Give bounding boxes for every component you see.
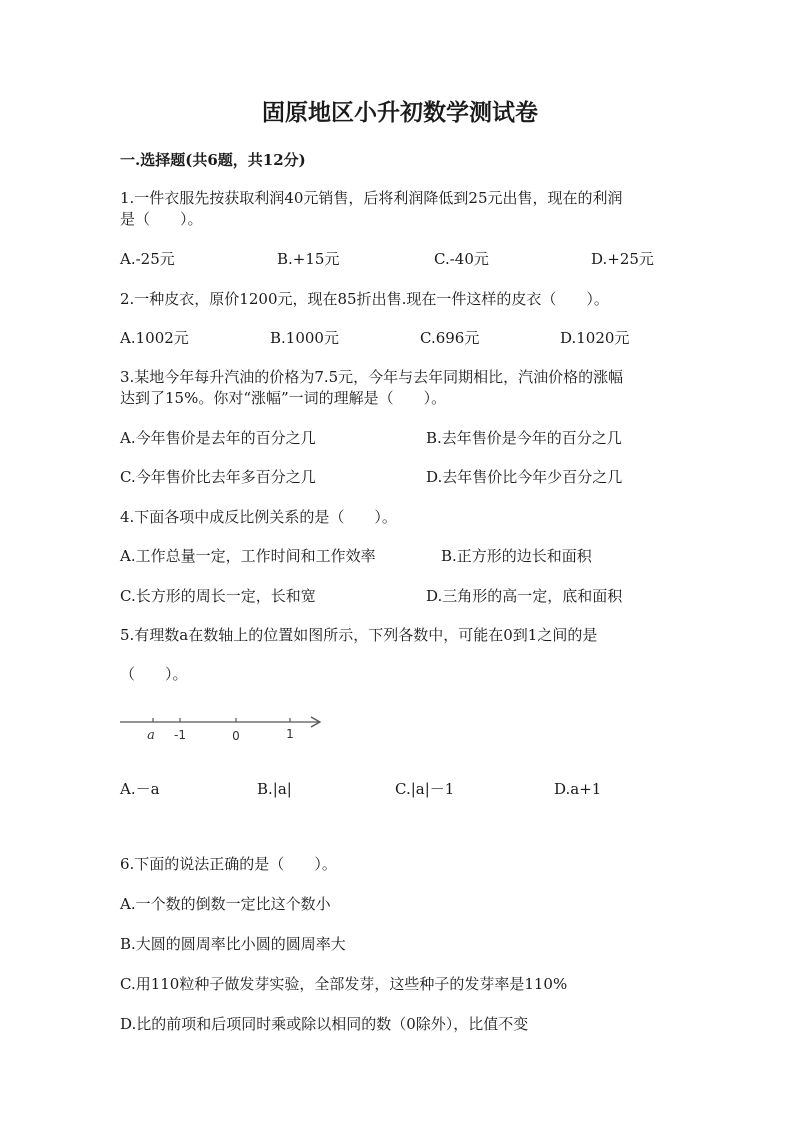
q2-option-c: C.696元 <box>420 329 480 347</box>
q6-option-a: A.一个数的倒数一定比这个数小 <box>120 895 331 913</box>
q3-option-c: C.今年售价比去年多百分之几 <box>120 468 316 486</box>
q3-option-d: D.去年售价比今年少百分之几 <box>426 468 623 486</box>
question-6-line1: 6.下面的说法正确的是（ ）。 <box>120 855 337 873</box>
question-5-line1: 5.有理数a在数轴上的位置如图所示，下列各数中，可能在0到1之间的是 <box>120 626 598 644</box>
page-title: 固原地区小升初数学测试卷 <box>262 99 538 126</box>
q5-option-c: C.|a|－1 <box>395 780 455 798</box>
q3-option-a: A.今年售价是去年的百分之几 <box>120 429 316 447</box>
q1-option-d: D.+25元 <box>591 250 654 268</box>
question-3-line1: 3.某地今年每升汽油的价格为7.5元，今年与去年同期相比，汽油价格的涨幅 <box>120 368 624 386</box>
label-a: a <box>147 728 155 743</box>
q3-option-b: B.去年售价是今年的百分之几 <box>426 429 622 447</box>
q5-option-a: A.－a <box>120 780 160 798</box>
label-0: 0 <box>232 729 240 743</box>
section-heading: 一.选择题(共6题，共12分) <box>120 151 306 169</box>
q4-option-d: D.三角形的高一定，底和面积 <box>426 587 623 605</box>
q6-option-c: C.用110粒种子做发芽实验，全部发芽，这些种子的发芽率是110% <box>120 975 568 993</box>
question-1-line1: 1.一件衣服先按获取利润40元销售，后将利润降低到25元出售，现在的利润 <box>120 189 623 207</box>
q2-option-d: D.1020元 <box>560 329 630 347</box>
q5-option-d: D.a+1 <box>554 780 602 798</box>
question-2-line1: 2.一种皮衣，原价1200元，现在85折出售.现在一件这样的皮衣（ ）。 <box>120 290 609 308</box>
question-1-line2: 是（ ）。 <box>120 210 203 228</box>
q1-option-a: A.-25元 <box>120 250 175 268</box>
q4-option-a: A.工作总量一定，工作时间和工作效率 <box>120 547 376 565</box>
label-1: 1 <box>286 727 294 741</box>
q4-option-b: B.正方形的边长和面积 <box>441 547 592 565</box>
q6-option-b: B.大圆的圆周率比小圆的圆周率大 <box>120 935 346 953</box>
question-4-line1: 4.下面各项中成反比例关系的是（ ）。 <box>120 508 397 526</box>
q5-option-b: B.|a| <box>257 780 292 798</box>
label-minus-1: -1 <box>174 728 186 742</box>
number-line-figure <box>118 712 333 746</box>
q2-option-b: B.1000元 <box>270 329 339 347</box>
q6-option-d: D.比的前项和后项同时乘或除以相同的数（0除外），比值不变 <box>120 1015 529 1033</box>
q1-option-c: C.-40元 <box>434 250 489 268</box>
question-5-line2: （ ）。 <box>120 665 188 683</box>
question-3-line2: 达到了15%。你对“涨幅”一词的理解是（ ）。 <box>120 389 447 407</box>
q1-option-b: B.+15元 <box>277 250 340 268</box>
q4-option-c: C.长方形的周长一定，长和宽 <box>120 587 316 605</box>
q2-option-a: A.1002元 <box>120 329 189 347</box>
